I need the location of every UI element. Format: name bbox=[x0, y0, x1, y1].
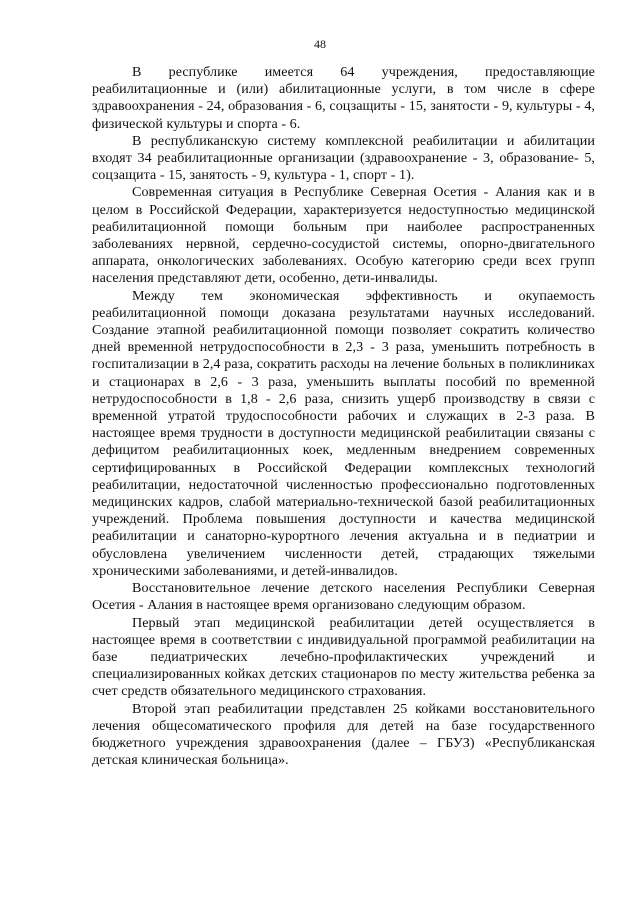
paragraph-first-stage: Первый этап медицинской реабилитации детей осуществляется в настоящее время в соответствии с индивидуальной программой реабилитации на базе педиатрических лечебно-профилактических учреждений и специализированных койках детских стационаров по месту жительства ребенка за счет средств обязательного медицинского страхования. bbox=[92, 614, 595, 700]
document-body bbox=[92, 64, 595, 769]
paragraph-economic-efficiency: Между тем экономическая эффективность и окупаемость реабилитационной помощи доказана результатами научных исследований. Создание этапной реабилитационной помощи позволяет сократить количество дней временной нетрудоспособности в 2,3 - 3 раза, уменьшить потребность в госпитализации в 2,4 раза, сократить расходы на лечение больных в поликлиниках и стационарах в 2,6 - 3 раза, уменьшить выплаты пособий по временной нетрудоспособности в 1,8 - 2,6 раза, снизить ущерб производству в связи с временной утратой трудоспособности рабочих и служащих в 2-3 раза. В настоящее время трудности в доступности медицинской реабилитации связаны с дефицитом реабилитационных коек, медленным внедрением современных сертифицированных в Российской Федерации комплексных технологий реабилитации, недостаточной численностью профессионально подготовленных медицинских кадров, слабой материально-технической базой реабилитационных учреждений. Проблема повышения доступности и качества медицинской реабилитации и санаторно-курортного лечения актуальна и в педиатрии и обусловлена увеличением численности детей, страдающих тяжелыми хроническими заболеваниями, и детей-инвалидов. bbox=[92, 287, 595, 579]
paragraph-children-rehabilitation-intro: Восстановительное лечение детского населения Республики Северная Осетия - Алания в настоящее время организовано следующим образом. bbox=[92, 580, 595, 614]
paragraph-second-stage: Второй этап реабилитации представлен 25 койками восстановительного лечения общесоматического профиля для детей на базе государственного бюджетного учреждения здравоохранения (далее – ГБУЗ) «Республиканская детская клиническая больница». bbox=[92, 700, 595, 769]
paragraph-institutions-count: В республике имеется 64 учреждения, предоставляющие реабилитационные и (или) абилитационные услуги, в том числе в сфере здравоохранения - 24, образования - 6, соцзащиты - 15, занятости - 9, культуры - 4, физической культуры и спорта - 6. bbox=[92, 64, 595, 132]
page-number: 48 bbox=[314, 37, 326, 51]
paragraph-rehabilitation-organizations: В республиканскую систему комплексной реабилитации и абилитации входят 34 реабилитационные организации (здравоохранение - 3, образование- 5, соцзащита - 15, занятость - 9, культура - 1, спорт - 1). bbox=[92, 132, 595, 184]
paragraph-current-situation: Современная ситуация в Республике Северная Осетия - Алания как и в целом в Российской Федерации, характеризуется недоступностью медицинской реабилитационной помощи больным при наиболее распространенных заболеваниях нервной, сердечно-сосудистой системы, опорно-двигательного аппарата, онкологических заболеваниях. Особую категорию среди всех групп населения представляют дети, особенно, дети-инвалиды. bbox=[92, 184, 595, 287]
